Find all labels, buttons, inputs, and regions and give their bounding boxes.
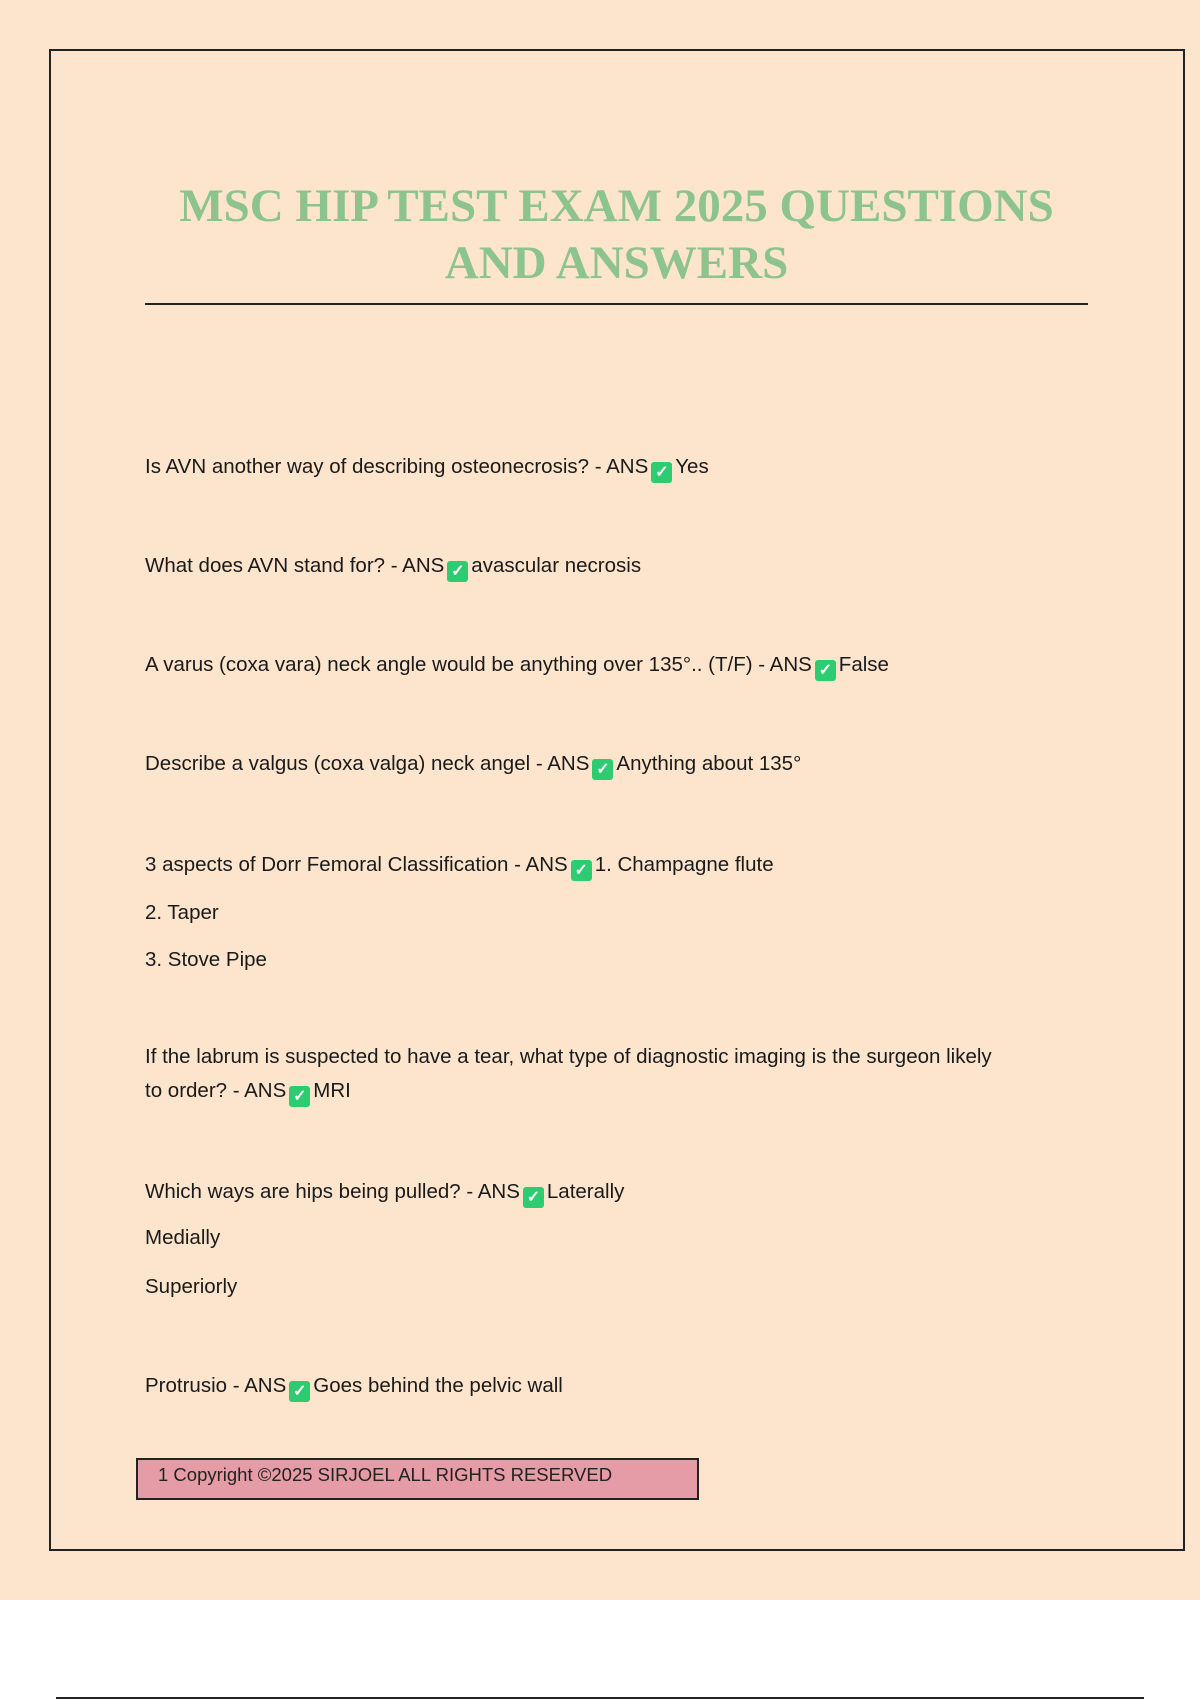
qa-answer-line: Superiorly — [145, 1275, 238, 1298]
title-line-1: MSC HIP TEST EXAM 2025 QUESTIONS — [179, 180, 1054, 232]
check-icon: ✓ — [571, 860, 592, 881]
next-page-divider — [56, 1697, 1144, 1699]
title-divider — [145, 303, 1088, 305]
qa-item: A varus (coxa vara) neck angle would be anything over 135°.. (T/F) - ANS ✓ False — [145, 653, 889, 679]
qa-item: Describe a valgus (coxa valga) neck angel - ANS ✓ Anything about 135° — [145, 752, 802, 778]
check-icon: ✓ — [815, 660, 836, 681]
qa-item: 3 aspects of Dorr Femoral Classification - ANS ✓ 1. Champagne flute — [145, 853, 774, 879]
qa-item-cont: to order? - ANS ✓ MRI — [145, 1079, 351, 1105]
check-icon: ✓ — [289, 1381, 310, 1402]
qa-item: If the labrum is suspected to have a tear, what type of diagnostic imaging is the surgeon likely — [145, 1045, 992, 1068]
check-icon: ✓ — [592, 759, 613, 780]
qa-item: Which ways are hips being pulled? - ANS ✓ Laterally — [145, 1180, 625, 1206]
qa-answer-line: Medially — [145, 1226, 221, 1249]
check-icon: ✓ — [289, 1086, 310, 1107]
qa-answer-line: 3. Stove Pipe — [145, 948, 267, 971]
qa-answer-line: 2. Taper — [145, 901, 219, 924]
document-title — [145, 178, 1088, 292]
check-icon: ✓ — [447, 561, 468, 582]
copyright-footer: 1 Copyright ©2025 SIRJOEL ALL RIGHTS RESERVED — [136, 1458, 699, 1500]
qa-item: Is AVN another way of describing osteonecrosis? - ANS ✓ Yes — [145, 455, 709, 481]
check-icon: ✓ — [523, 1187, 544, 1208]
qa-item: What does AVN stand for? - ANS ✓ avascular necrosis — [145, 554, 642, 580]
qa-item: Protrusio - ANS ✓ Goes behind the pelvic wall — [145, 1374, 563, 1400]
check-icon: ✓ — [651, 462, 672, 483]
title-line-2: AND ANSWERS — [444, 237, 789, 289]
